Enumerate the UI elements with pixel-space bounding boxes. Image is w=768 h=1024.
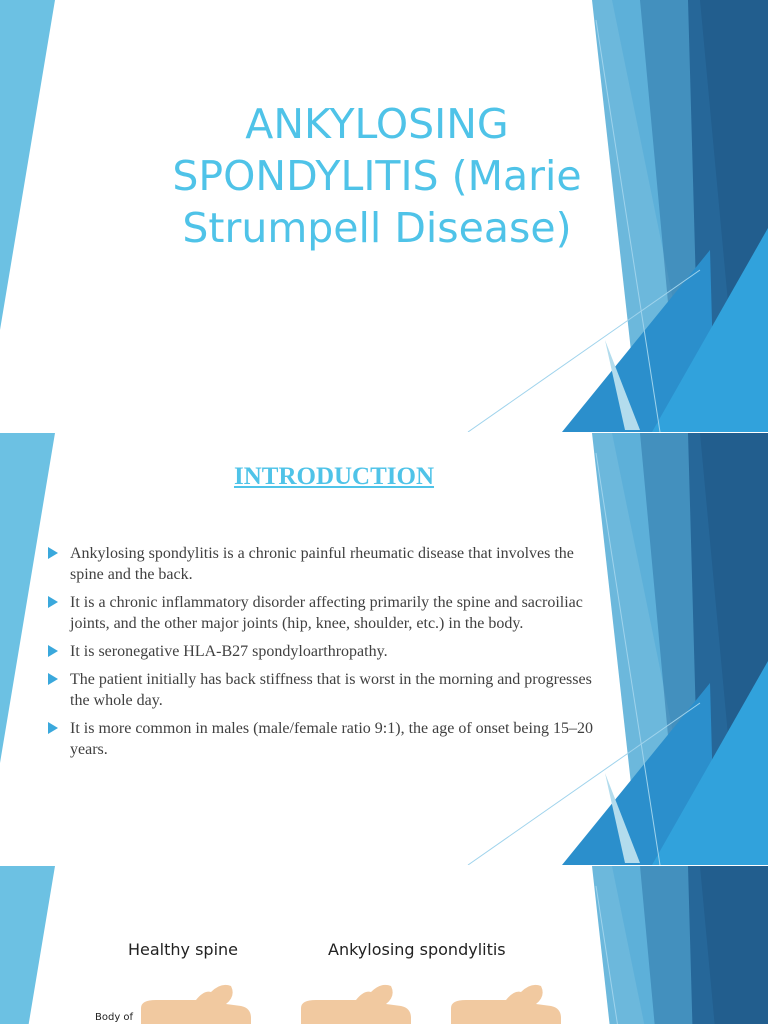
bullet-item (48, 543, 600, 585)
triangle-right-icon (48, 596, 58, 608)
bullet-text: It is more common in males (male/female ratio 9:1), the age of onset being 15–20 years. (70, 720, 593, 758)
body-of-label: Body of (95, 1012, 134, 1023)
triangle-right-icon (48, 645, 58, 657)
bullet-item (48, 592, 600, 634)
bullet-text: The patient initially has back stiffness that is worst in the morning and progresses the whole day. (70, 671, 592, 709)
triangle-right-icon (48, 722, 58, 734)
section-heading: INTRODUCTION (233, 463, 435, 490)
bullet-list (48, 543, 600, 767)
bullet-item (48, 669, 600, 711)
triangle-right-icon (48, 673, 58, 685)
ankylosing-spondylitis-label: Ankylosing spondylitis (328, 940, 506, 959)
vertebrae-drawing (86, 920, 586, 1024)
bullet-item (48, 718, 600, 760)
bullet-text: It is a chronic inflammatory disorder affecting primarily the spine and sacroiliac joints, and the other major joints (hip, knee, shoulder, etc.) in the body. (70, 594, 583, 632)
title-slide (0, 0, 768, 432)
healthy-spine-label: Healthy spine (128, 940, 239, 959)
bullet-text: It is seronegative HLA-B27 spondyloarthropathy. (70, 643, 388, 660)
slide-title: ANKYLOSING SPONDYLITIS (Marie Strumpell Disease) (172, 100, 582, 252)
bullet-item (48, 641, 600, 662)
spine-illustration (86, 920, 586, 1024)
image-slide (0, 866, 768, 1024)
introduction-slide (0, 433, 768, 865)
triangle-right-icon (48, 547, 58, 559)
bullet-text: Ankylosing spondylitis is a chronic painful rheumatic disease that involves the spine and the back. (70, 545, 574, 583)
